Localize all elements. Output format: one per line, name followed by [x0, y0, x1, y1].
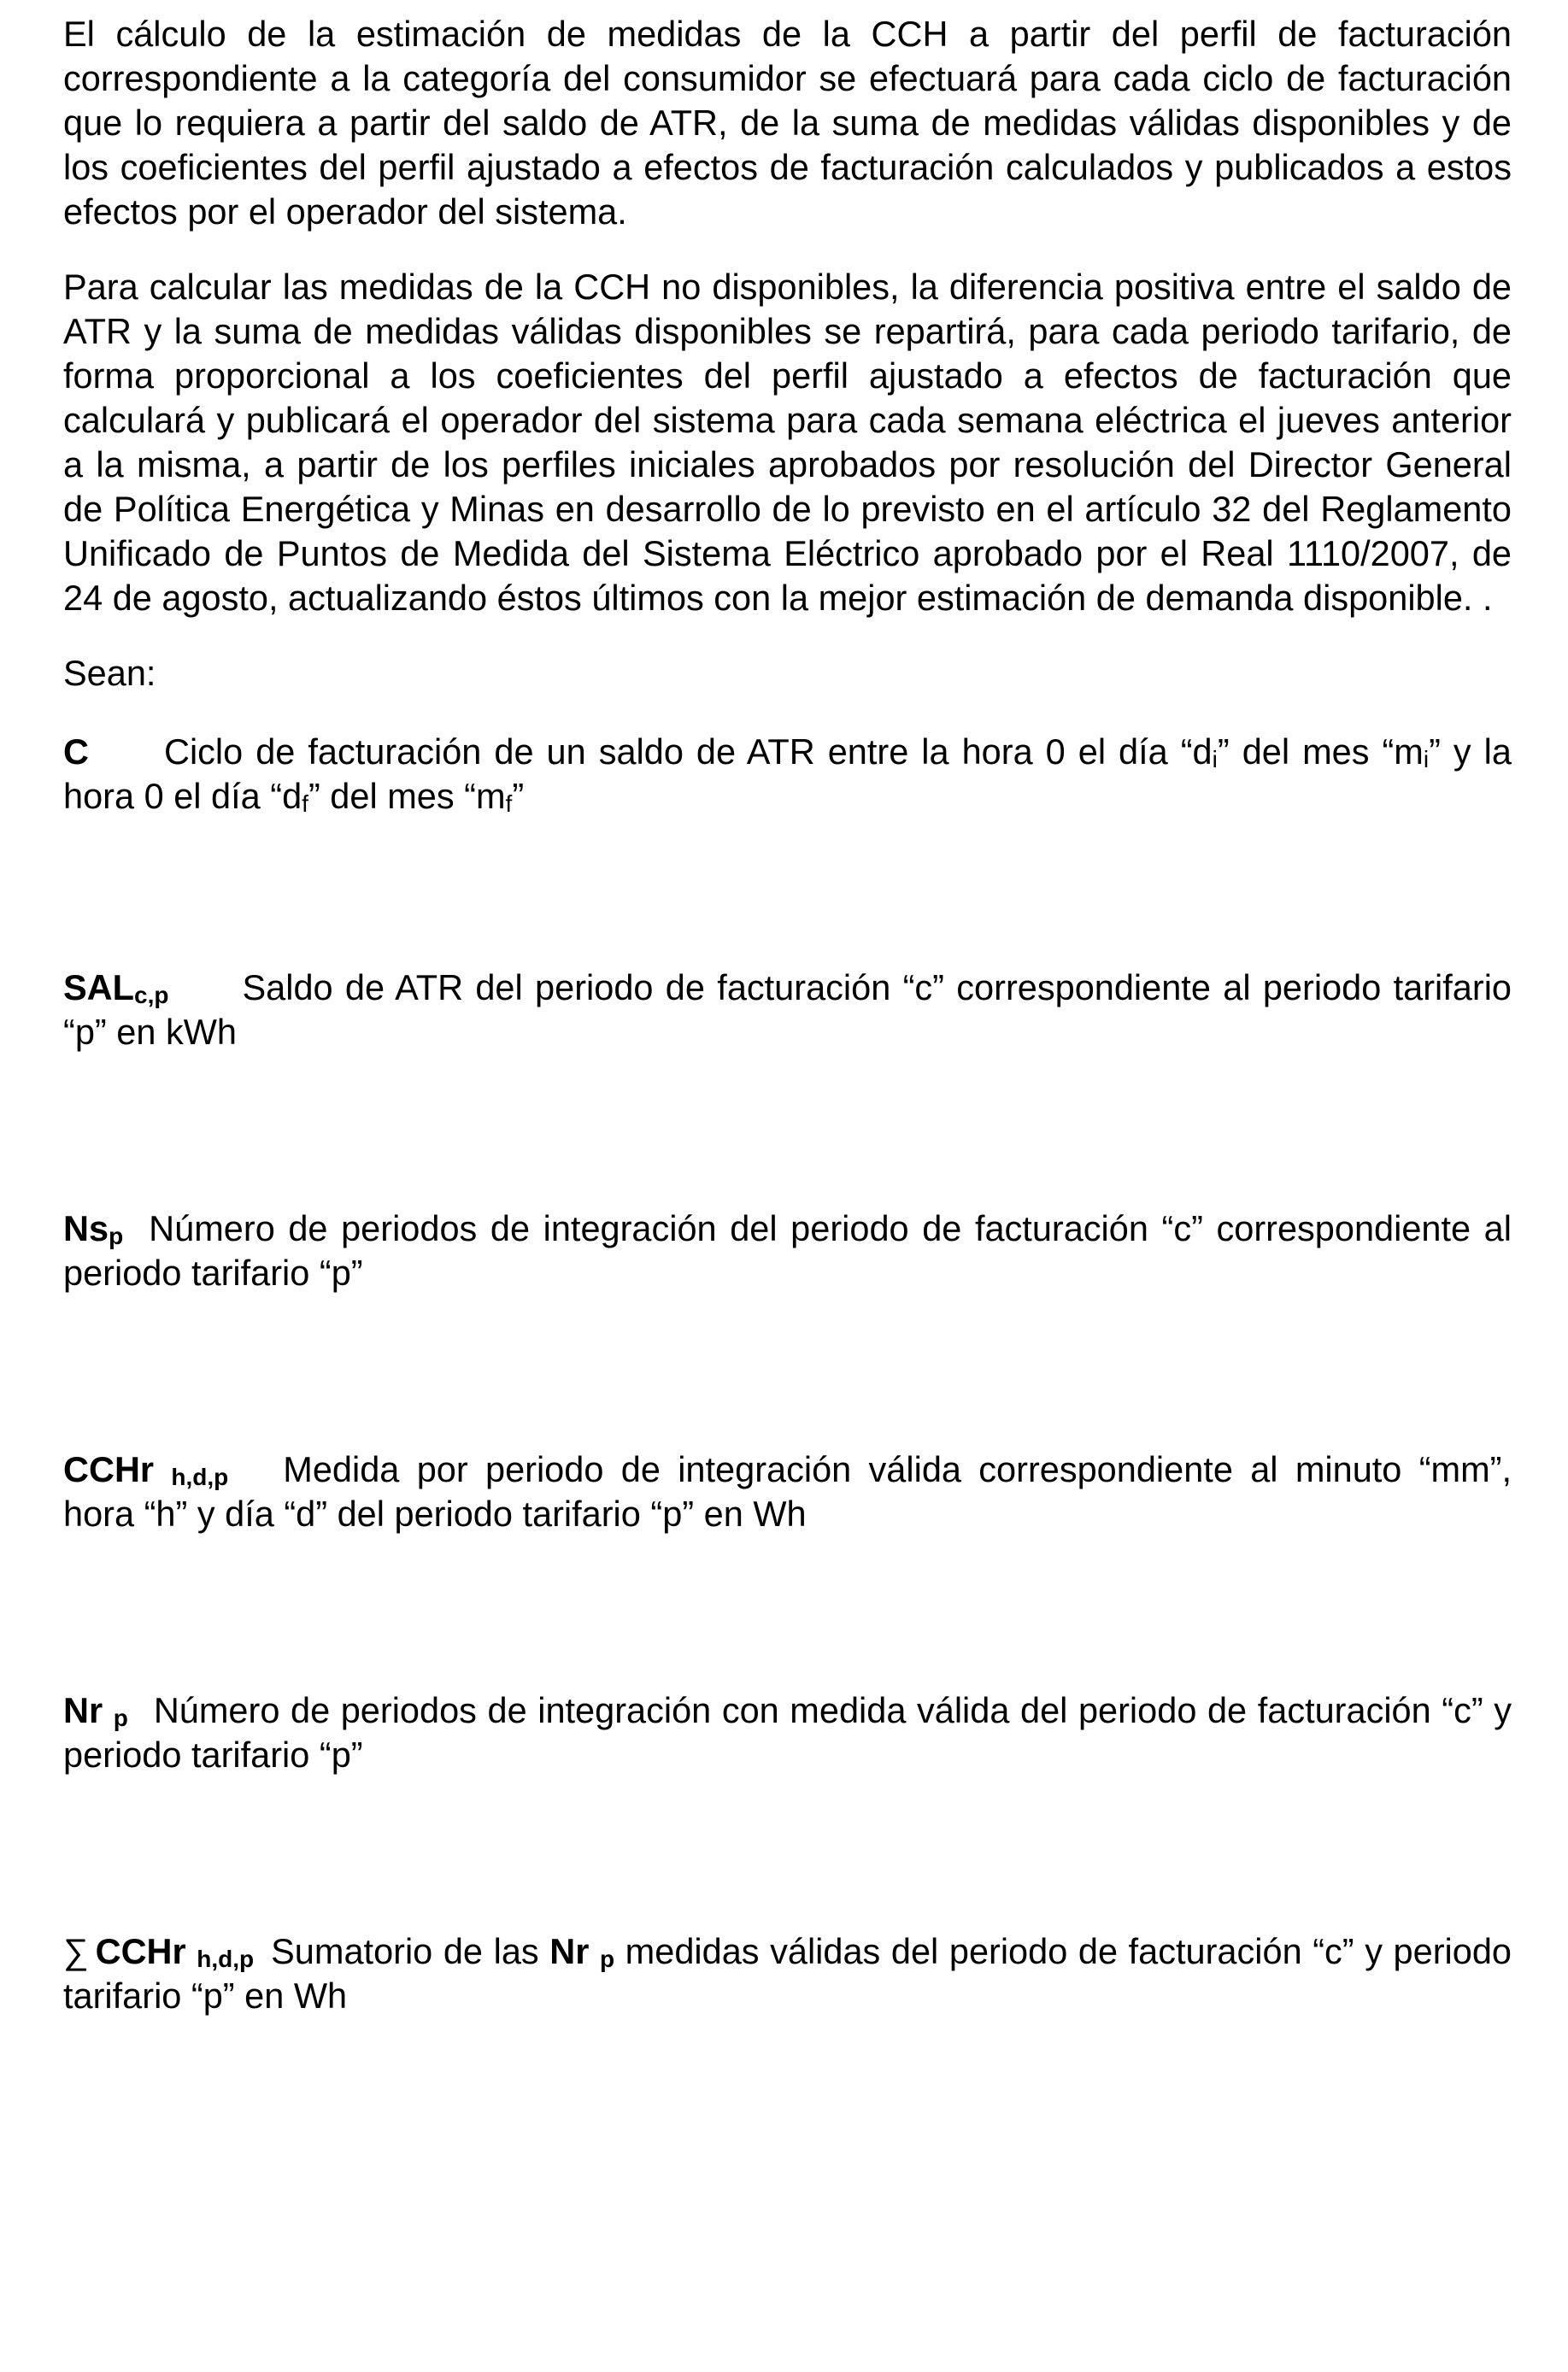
definition-sum-text-1: Sumatorio de las — [271, 1931, 539, 1971]
definition-c — [63, 730, 1512, 819]
definition-cchr — [63, 1447, 1512, 1536]
definition-c-sub-1: i — [1212, 746, 1218, 772]
symbol-nr-subscript: p — [113, 1705, 128, 1731]
symbol-cchr-subscript: h,d,p — [171, 1464, 229, 1490]
definition-c-sub-2: i — [1423, 746, 1430, 772]
definition-sum-text-2: medidas válidas del periodo de facturación “c” y periodo tarifario “p” en Wh — [63, 1931, 1512, 2016]
symbol-sum-nr-subscript: p — [599, 1946, 615, 1972]
definitions-heading: Sean: — [63, 653, 156, 693]
definition-c-sub-3: f — [302, 790, 308, 817]
definition-cchr-text: Medida por periodo de integración válida correspondiente al minuto “mm”, hora “h” y día “d” del periodo tarifario “p” en Wh — [63, 1449, 1512, 1534]
symbol-ns-subscript: p — [109, 1223, 124, 1249]
symbol-sum-nr: Nr p — [549, 1931, 615, 1972]
paragraph-estimation-method: El cálculo de la estimación de medidas de la CCH a partir del perfil de facturación correspondiente a la categoría del consumidor se efectuará para cada ciclo de facturación que lo requiera a partir del saldo de ATR, de la suma de medidas válidas disponibles y de los coeficientes del perfil ajustado a efectos de facturación calculados y publicados a estos efectos por el operador del sistema. — [63, 14, 1512, 232]
symbol-sum-cchr: CCHr h,d,p — [95, 1931, 255, 1972]
symbol-cchr: CCHr h,d,p — [63, 1449, 229, 1490]
definition-ns — [63, 1207, 1512, 1295]
document-page — [63, 12, 1512, 2018]
definition-c-text-3: ” y la hora 0 el día “d — [63, 731, 1512, 816]
definition-ns-text: Número de periodos de integración del periodo de facturación “c” correspondiente al periodo tarifario “p” — [63, 1208, 1512, 1293]
symbol-sal-subscript: c,p — [134, 982, 169, 1008]
definition-sal — [63, 966, 1512, 1054]
definition-nr — [63, 1688, 1512, 1777]
symbol-sal: SALc,p — [63, 967, 169, 1008]
symbol-sum-subscript: h,d,p — [197, 1946, 255, 1972]
definition-c-sub-4: f — [505, 790, 513, 817]
symbol-c: C — [63, 731, 89, 772]
definition-c-text-4: ” del mes “m — [308, 776, 506, 816]
definition-sal-text: Saldo de ATR del periodo de facturación “c” correspondiente al periodo tarifario “p” en kWh — [63, 967, 1512, 1052]
definition-sum — [63, 1929, 1512, 2018]
definition-nr-text: Número de periodos de integración con medida válida del periodo de facturación “c” y periodo tarifario “p” — [63, 1690, 1512, 1775]
definition-c-text-1: Ciclo de facturación de un saldo de ATR entre la hora 0 el día “d — [163, 731, 1213, 772]
symbol-ns: Nsp — [63, 1208, 124, 1249]
definition-c-text-5: ” — [512, 776, 525, 816]
paragraph-unavailable-measures: Para calcular las medidas de la CCH no disponibles, la diferencia positiva entre el saldo de ATR y la suma de medidas válidas disponibles se repartirá, para cada periodo tarifario, de forma proporcional a los coeficientes del perfil ajustado a efectos de facturación que calculará y publicará el operador del sistema para cada semana eléctrica el jueves anterior a la misma, a partir de los perfiles iniciales aprobados por resolución del Director General de Política Energética y Minas en desarrollo de lo previsto en el artículo 32 del Reglamento Unificado de Puntos de Medida del Sistema Eléctrico aprobado por el Real 1110/2007, de 24 de agosto, actualizando éstos últimos con la mejor estimación de demanda disponible. . — [63, 267, 1512, 618]
definition-c-text-2: ” del mes “m — [1217, 731, 1424, 772]
sigma-icon: ∑ — [63, 1931, 89, 1971]
symbol-nr: Nr p — [63, 1690, 128, 1731]
